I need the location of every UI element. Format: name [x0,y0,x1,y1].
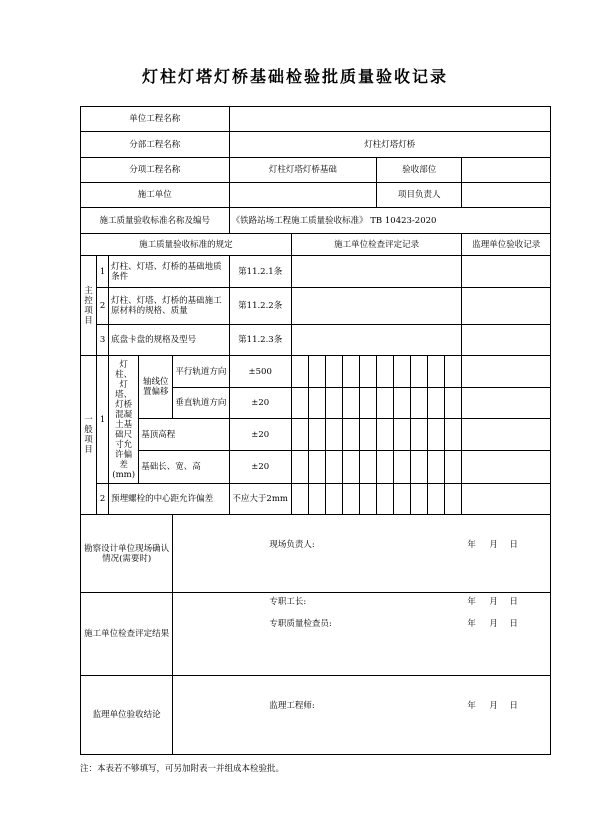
contractor-result-label: 施工单位检查评定结果 [81,593,173,676]
check-cell[interactable] [394,484,411,515]
subitem-field[interactable]: 灯柱灯塔灯桥基础 [229,158,377,183]
main-control-label: 主控项目 [81,256,97,356]
date-day: 日 [509,619,518,629]
gen-tol-2: 不应大于2mm [229,484,291,515]
date-day: 日 [509,539,518,550]
inspection-part-field[interactable] [462,158,551,183]
check-cell[interactable] [445,388,462,419]
check-cell[interactable] [428,419,445,451]
mc-supervisor-3[interactable] [462,325,551,356]
check-cell[interactable] [308,356,325,388]
tol-dims: ±20 [229,451,291,484]
check-cell[interactable] [394,356,411,388]
check-cell[interactable] [308,388,325,419]
standard-field[interactable]: 《铁路站场工程施工质量验收标准》 TB 10423-2020 [229,208,550,234]
check-cell[interactable] [325,388,342,419]
check-cell[interactable] [360,484,377,515]
parallel-label: 平行轨道方向 [173,356,229,388]
form-title: 灯柱灯塔灯桥基础检验批质量验收记录 [141,67,448,86]
check-cell[interactable] [291,356,308,388]
qc-inspector-sig-label: 专职质量检查员: [269,619,332,629]
inspection-form [80,106,551,755]
check-cell[interactable] [342,451,359,484]
footnote: 注：本表若不够填写，可另加附表一并组成本检验批。 [80,764,285,774]
check-cell[interactable] [291,484,308,515]
check-cell[interactable] [394,388,411,419]
project-lead-label: 项目负责人 [377,183,462,208]
header-spec: 施工质量验收标准的规定 [81,234,292,256]
check-cell[interactable] [325,356,342,388]
survey-block[interactable] [173,515,551,593]
mc-no-3: 3 [97,325,109,356]
supervisor-conclusion-label: 监理单位验收结论 [81,676,173,755]
gen-supervisor-2[interactable] [462,388,551,419]
mc-supervisor-1[interactable] [462,256,551,288]
date-day: 日 [509,597,518,607]
gen-desc-2: 预埋螺栓的中心距允许偏差 [109,484,229,515]
header-supervisor-record: 监理单位验收记录 [462,234,551,256]
mc-clause-2: 第11.2.2条 [229,288,291,325]
check-cell[interactable] [377,419,394,451]
check-cell[interactable] [342,356,359,388]
tol-perpendicular: ±20 [229,388,291,419]
check-cell[interactable] [445,484,462,515]
mc-clause-3: 第11.2.3条 [229,325,291,356]
check-cell[interactable] [342,484,359,515]
check-cell[interactable] [342,419,359,451]
supervisor-conclusion-block[interactable] [173,676,551,755]
tol-top: ±20 [229,419,291,451]
check-cell[interactable] [325,484,342,515]
mc-no-1: 1 [97,256,109,288]
construction-unit-field[interactable] [229,183,377,208]
date-month: 月 [489,539,498,550]
check-cell[interactable] [445,419,462,451]
check-cell[interactable] [377,388,394,419]
date-day: 日 [509,701,518,711]
mc-clause-1: 第11.2.1条 [229,256,291,288]
check-cell[interactable] [377,451,394,484]
check-cell[interactable] [360,356,377,388]
check-cell[interactable] [411,484,428,515]
division-label: 分部工程名称 [81,132,230,158]
check-cell[interactable] [308,451,325,484]
subitem-label: 分项工程名称 [81,158,230,183]
division-field[interactable]: 灯柱灯塔灯桥 [229,132,550,158]
check-cell[interactable] [411,388,428,419]
check-cell[interactable] [308,419,325,451]
foreman-sig-label: 专职工长: [269,597,307,607]
perpendicular-label: 垂直轨道方向 [173,388,229,419]
check-cell[interactable] [394,419,411,451]
gen-supervisor-5[interactable] [462,484,551,515]
base-dims-label: 基础长、宽、高 [139,451,229,484]
check-cell[interactable] [360,419,377,451]
check-cell[interactable] [428,388,445,419]
date-year: 年 [467,619,476,629]
check-cell[interactable] [325,419,342,451]
date-year: 年 [467,597,476,607]
mc-supervisor-2[interactable] [462,288,551,325]
check-cell[interactable] [342,388,359,419]
construction-unit-label: 施工单位 [81,183,230,208]
mc-record-2[interactable] [291,288,462,325]
check-cell[interactable] [377,484,394,515]
check-cell[interactable] [428,451,445,484]
check-cell[interactable] [291,388,308,419]
inspection-part-label: 验收部位 [377,158,462,183]
check-cell[interactable] [360,451,377,484]
survey-sig-label: 现场负责人: [269,539,315,550]
date-month: 月 [489,619,498,629]
check-cell[interactable] [411,419,428,451]
axis-offset-label: 轴线位置偏移 [139,356,173,419]
gen-supervisor-4[interactable] [462,451,551,484]
project-lead-field[interactable] [462,183,551,208]
header-contractor-record: 施工单位检查评定记录 [291,234,462,256]
check-cell[interactable] [360,388,377,419]
date-year: 年 [467,539,476,550]
supervisor-sig-label: 监理工程师: [269,701,315,711]
unit-project-label: 单位工程名称 [81,107,230,132]
check-cell[interactable] [445,451,462,484]
gen-group-1: 灯柱、灯塔、灯桥混凝土基础尺寸允许偏差(mm) [109,356,139,484]
check-cell[interactable] [428,356,445,388]
general-label: 一般项目 [81,356,97,515]
date-month: 月 [489,701,498,711]
mc-record-3[interactable] [291,325,462,356]
mc-no-2: 2 [97,288,109,325]
mc-desc-2: 灯柱、灯塔、灯桥的基础施工原材料的规格、质量 [109,288,229,325]
gen-supervisor-1[interactable] [462,356,551,388]
tol-parallel: ±500 [229,356,291,388]
survey-label: 勘察设计单位现场确认情况(需要时) [81,515,173,593]
standard-label: 施工质量验收标准名称及编号 [81,208,230,234]
top-elev-label: 基顶高程 [139,419,229,451]
check-cell[interactable] [377,356,394,388]
check-cell[interactable] [291,451,308,484]
gen-supervisor-3[interactable] [462,419,551,451]
date-month: 月 [489,597,498,607]
check-cell[interactable] [394,451,411,484]
gen-no-1: 1 [97,356,109,484]
check-cell[interactable] [325,451,342,484]
gen-no-2: 2 [97,484,109,515]
check-cell[interactable] [291,419,308,451]
check-cell[interactable] [428,484,445,515]
contractor-result-block[interactable] [173,593,551,676]
check-cell[interactable] [308,484,325,515]
check-cell[interactable] [411,451,428,484]
check-cell[interactable] [445,356,462,388]
mc-record-1[interactable] [291,256,462,288]
check-cell[interactable] [411,356,428,388]
unit-project-field[interactable] [229,107,550,132]
mc-desc-3: 底盘卡盘的规格及型号 [109,325,229,356]
mc-desc-1: 灯柱、灯塔、灯桥的基础地质条件 [109,256,229,288]
date-year: 年 [467,701,476,711]
